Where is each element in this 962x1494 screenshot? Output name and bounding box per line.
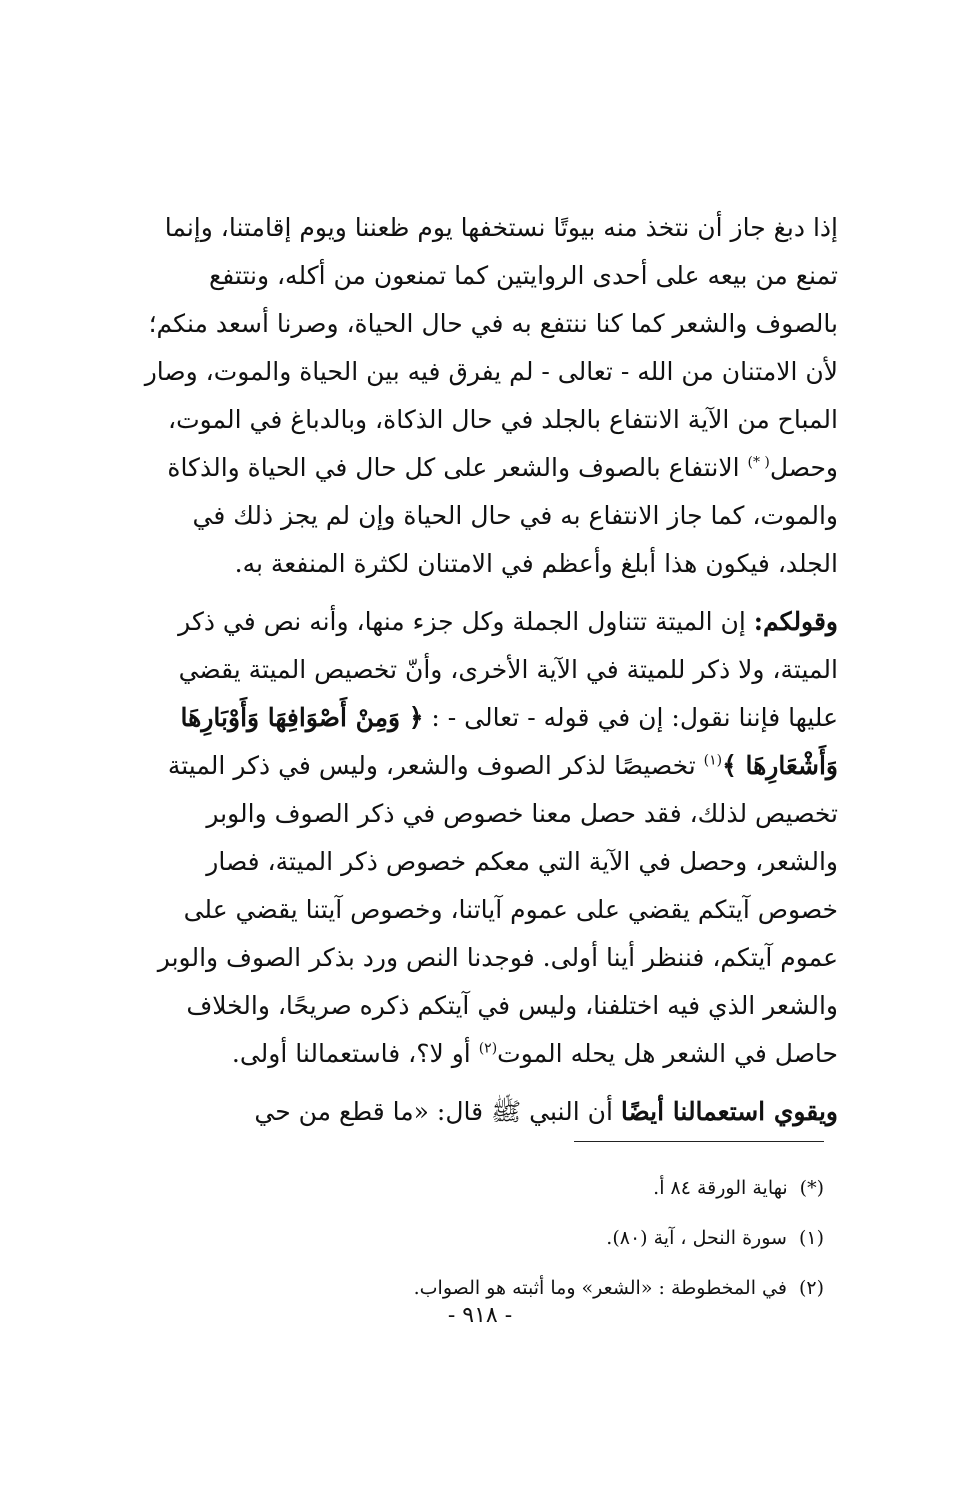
footnote-mark: (١)	[798, 1227, 824, 1249]
text-line	[120, 1030, 838, 1078]
text-line: إذا دبغ جاز أن نتخذ منه بيوتًا نستخفها يوم ظعننا ويوم إقامتنا، وإنما	[164, 213, 838, 242]
text-segment: الانتفاع بالصوف والشعر على كل حال في الحياة والذكاة	[167, 453, 748, 482]
text-line: لأن الامتنان من الله - تعالى - لم يفرق فيه بين الحياة والموت، وصار	[144, 357, 838, 386]
text-line	[120, 694, 838, 742]
text-segment: حاصل في الشعر هل يحله الموت	[497, 1039, 838, 1068]
text-segment: أن النبي ﷺ قال: «ما قطع من حي	[254, 1097, 621, 1126]
text-line: خصوص آيتكم يقضي على عموم آياتنا، وخصوص آيتنا يقضي على	[183, 895, 838, 924]
footnote-item	[300, 1220, 824, 1270]
text-line: تمنع من بيعه على أحدى الروايتين كما تمنعون من أكله، ونتتفع	[208, 261, 838, 290]
quran-verse: ﴿ وَمِنْ أَصْوَافِهَا وَأَوْبَارِهَا	[180, 703, 424, 732]
footnote-text: نهاية الورقة ٨٤ أ.	[653, 1177, 788, 1199]
text-line: والشعر الذي فيه اختلفنا، وليس في آيتكم ذكره صريحًا، والخلاف	[186, 991, 838, 1020]
text-line: بالصوف والشعر كما كنا ننتفع به في حال الحياة، وصرنا أسعد منكم؛	[148, 309, 838, 338]
footnote-text: في المخطوطة : «الشعر» وما أثبته هو الصواب.	[413, 1277, 787, 1299]
footnote-separator	[574, 1141, 824, 1142]
quran-verse: وَأَشْعَارِهَا ﴾	[722, 751, 838, 780]
text-line	[120, 444, 838, 492]
text-line: تخصيص لذلك، فقد حصل معنا خصوص في ذكر الصوف والوبر	[206, 799, 838, 828]
paragraph-lead: وقولكم:	[753, 607, 838, 636]
paragraph-lead: ويقوي استعمالنا أيضًا	[620, 1097, 838, 1126]
text-line	[120, 1088, 838, 1136]
footnote-text: سورة النحل ، آية (٨٠).	[606, 1227, 787, 1249]
text-line: والشعر، وحصل في الآية التي معكم خصوص ذكر الميتة، فصار	[206, 847, 838, 876]
text-line	[120, 742, 838, 790]
text-line	[120, 598, 838, 646]
footnote-marker-star: ( *)	[747, 454, 770, 471]
page-number: - ٩١٨ -	[447, 1303, 513, 1328]
text-segment: أو لا؟، فاستعمالنا أولى.	[231, 1039, 479, 1068]
main-text	[120, 204, 838, 1136]
footnote-item	[300, 1170, 824, 1220]
footnote-ref-1: (١)	[703, 752, 723, 769]
text-line: المباح من الآية الانتفاع بالجلد في حال الذكاة، وبالدباغ في الموت،	[168, 405, 838, 434]
text-segment: وحصل	[769, 453, 838, 482]
text-segment: عليها فإننا نقول: إن في قوله - تعالى - :	[423, 703, 838, 732]
text-segment: إن الميتة تتناول الجملة وكل جزء منها، وأنه نص في ذكر	[178, 607, 754, 636]
footnote-mark: (*)	[799, 1177, 824, 1199]
text-line: عموم آيتكم، فننظر أينا أولى. فوجدنا النص ورد بذكر الصوف والوبر	[157, 943, 838, 972]
footnote-mark: (٢)	[798, 1277, 824, 1299]
footnote-ref-2: (٢)	[478, 1040, 498, 1057]
text-line: والموت، كما جاز الانتفاع به في حال الحياة وإن لم يجز ذلك في	[192, 501, 838, 530]
text-line: الميتة، ولا ذكر للميتة في الآية الأخرى، وأنّ تخصيص الميتة يقضي	[178, 655, 838, 684]
text-segment: تخصيصًا لذكر الصوف والشعر، وليس في ذكر الميتة	[167, 751, 704, 780]
text-line: الجلد، فيكون هذا أبلغ وأعظم في الامتنان لكثرة المنفعة به.	[234, 549, 838, 578]
